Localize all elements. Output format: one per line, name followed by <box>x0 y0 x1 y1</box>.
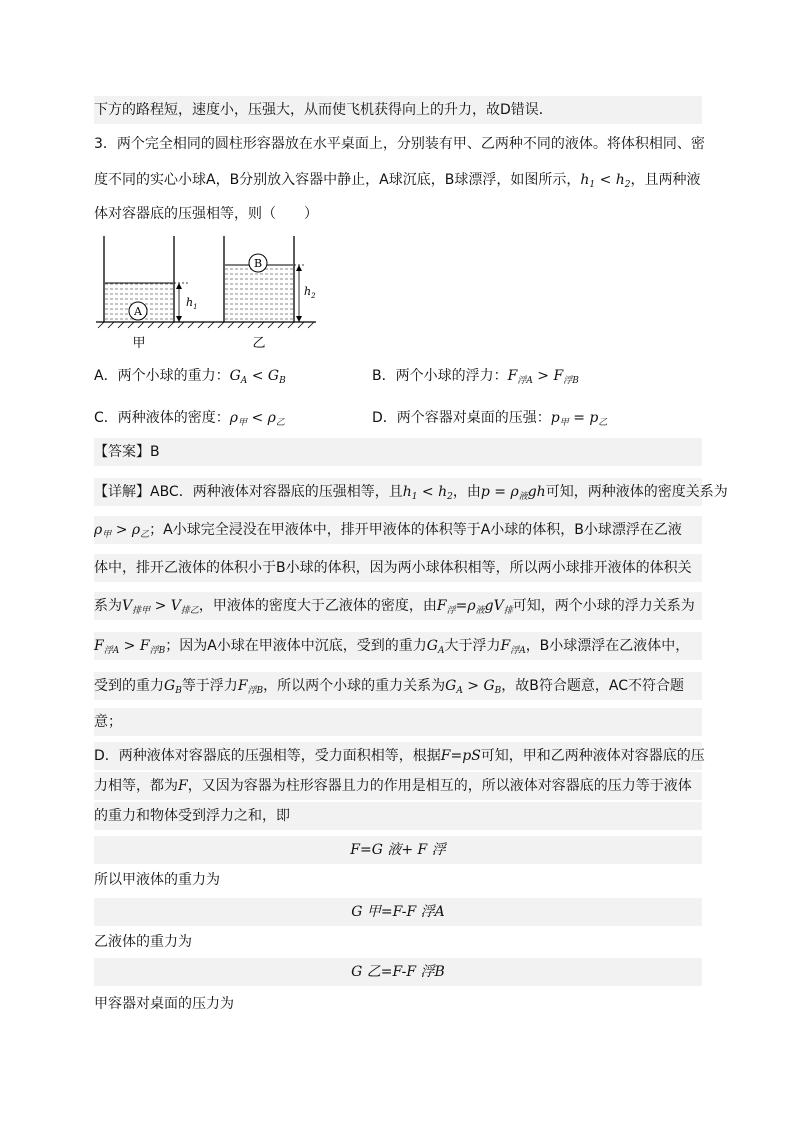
text-line-yi-gravity: 乙液体的重力为 <box>94 934 192 950</box>
label-jia: 甲 <box>132 336 146 351</box>
text-line-pressure: 甲容器对桌面的压力为 <box>94 996 234 1012</box>
question-line-1: 3．两个完全相同的圆柱形容器放在水平桌面上，分别装有甲、乙两种不同的液体。将体积相同、密 <box>94 136 705 152</box>
answer-line: 【答案】B <box>94 438 702 466</box>
option-d: D．两个容器对桌面的压强：$p_甲 = p_乙$ <box>372 410 608 428</box>
question-line-2: 度不同的实心小球A，B分别放入容器中静止，A球沉底，B球漂浮，如图所示，$h_1 < h_2$，且两种液 <box>94 172 701 190</box>
h2-label: $h_2$ <box>304 285 316 300</box>
detail-line-6: 受到的重力$G_B$等于浮力$F_{浮B}$，所以两个小球的重力关系为$G_A > G_B$，故B符合题意，AC不符合题 <box>94 672 702 700</box>
h1-label: $h_1$ <box>186 296 198 311</box>
option-a: A．两个小球的重力：$G_A < G_B$ <box>94 368 286 386</box>
detail-d-line-2: 力相等，都为F，又因为容器为柱形容器且力的作用是相互的，所以液体对容器底的压力等于液体 <box>94 772 702 800</box>
detail-line-4: 系为$V_{排甲} > V_{排乙}$，甲液体的密度大于乙液体的密度，由$F_浮=\rho_液gV_排$可知，两个小球的浮力关系为 <box>94 592 702 620</box>
ball-a-label: A <box>134 305 142 318</box>
question-line-3: 体对容器底的压强相等，则（ ） <box>94 206 318 222</box>
text-line-jia-gravity: 所以甲液体的重力为 <box>94 872 220 888</box>
detail-d-line-3: 的重力和物体受到浮力之和，即 <box>94 802 702 830</box>
formula-3: G 乙=F-F 浮B <box>94 958 702 986</box>
ball-b-label: B <box>253 257 263 270</box>
detail-line-3: 体中，排开乙液体的体积小于B小球的体积，因为两小球体积相等，所以两小球排开液体的体积关 <box>94 554 702 582</box>
detail-line-1: 【详解】ABC．两种液体对容器底的压强相等，且$h_1 < h_2$，由$p = \rho_液gh$可知，两种液体的密度关系为 <box>94 478 702 506</box>
label-yi: 乙 <box>252 336 266 351</box>
detail-line-7: 意； <box>94 708 702 736</box>
option-c: C．两种液体的密度：$\rho_甲 < \rho_乙$ <box>94 410 285 428</box>
detail-d-line-1: D．两种液体对容器底的压强相等，受力面积相等，根据F=pS可知，甲和乙两种液体对容器底的压 <box>94 742 702 770</box>
detail-line-5: $F_{浮A} > F_{浮B}$；因为A小球在甲液体中沉底，受到的重力$G_A$大于浮力$F_{浮A}$，B小球漂浮在乙液体中， <box>94 632 702 660</box>
formula-1: F=G 液+ F 浮 <box>94 836 702 864</box>
formula-2: G 甲=F-F 浮A <box>94 898 702 926</box>
container-figure <box>94 232 320 352</box>
line-1: 下方的路程短，速度小，压强大，从而使飞机获得向上的升力，故D错误． <box>94 96 702 124</box>
detail-line-2: $\rho_甲 > \rho_乙$；A小球完全浸没在甲液体中，排开甲液体的体积等于A小球的体积，B小球漂浮在乙液 <box>94 516 702 544</box>
option-b: B．两个小球的浮力：$F_{浮A} > F_{浮B}$ <box>372 368 579 386</box>
